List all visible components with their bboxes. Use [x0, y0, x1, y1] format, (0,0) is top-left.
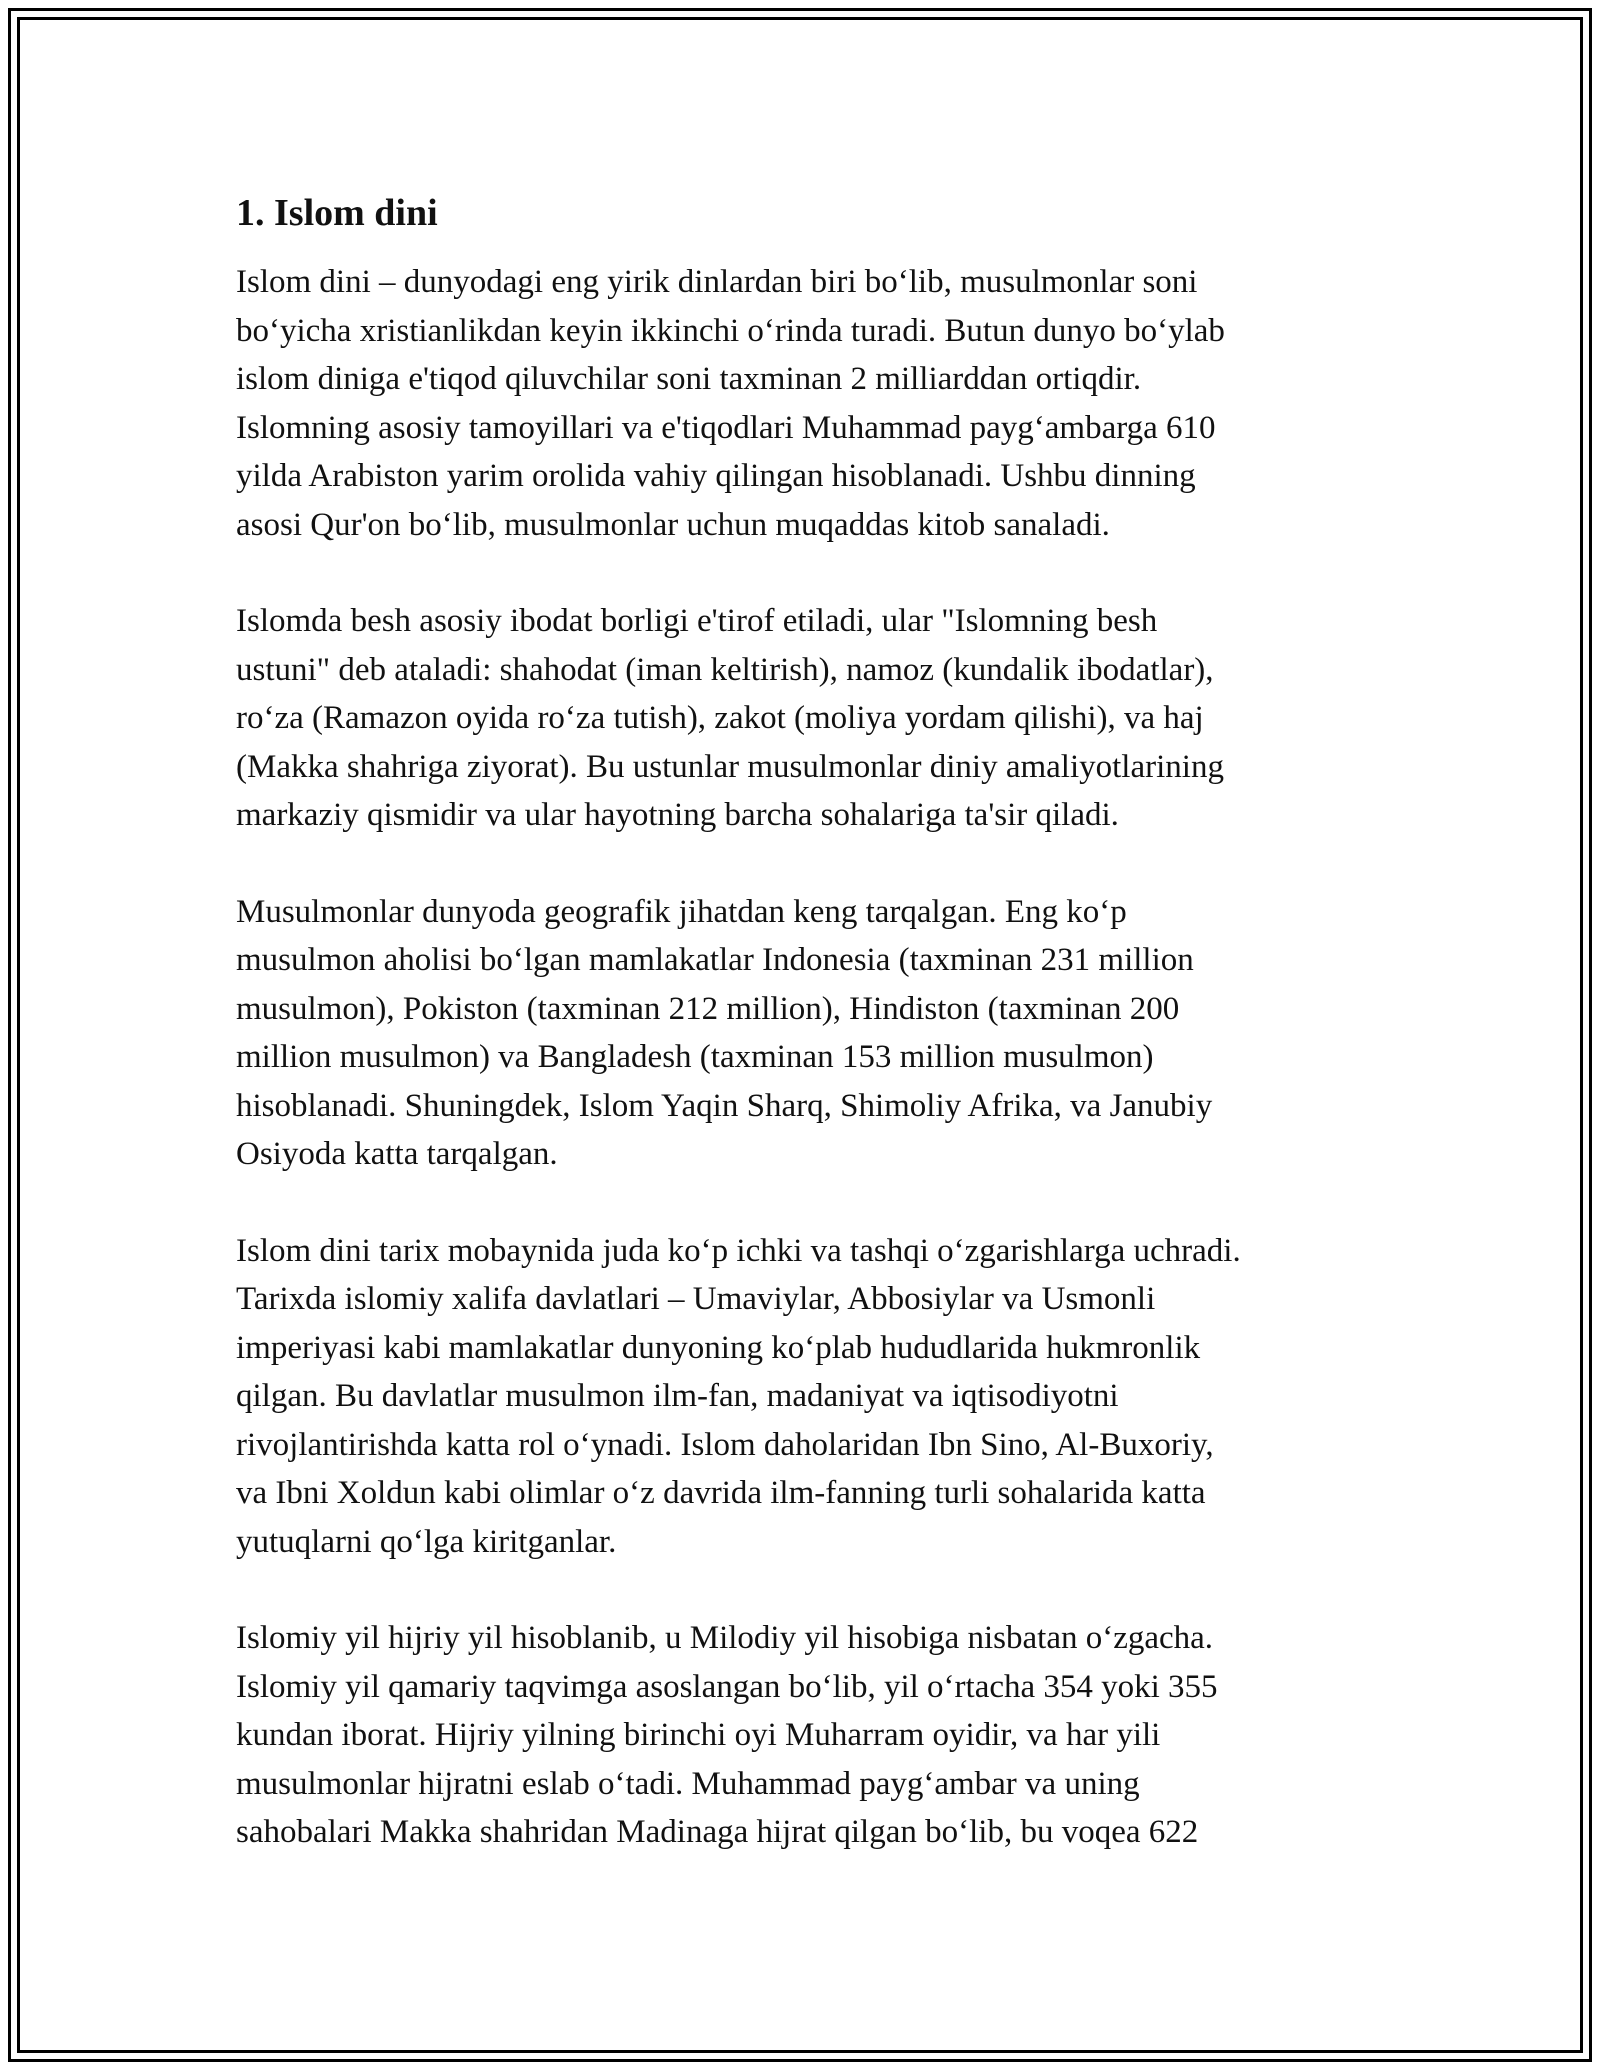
- text-line: rivojlantirishda katta rol o‘ynadi. Islom daholaridan Ibn Sino, Al-Buxoriy,: [236, 1426, 1214, 1463]
- paragraph-4: [236, 1227, 1396, 1567]
- text-line: Islomiy yil hijriy yil hisoblanib, u Milodiy yil hisobiga nisbatan o‘zgacha.: [236, 1620, 1214, 1656]
- paragraph-1: [236, 258, 1396, 549]
- text-line: Islomda besh asosiy ibodat borligi e'tirof etiladi, ular "Islomning besh: [236, 603, 1158, 639]
- text-line: Musulmonlar dunyoda geografik jihatdan keng tarqalgan. Eng ko‘p: [236, 893, 1127, 930]
- paragraph-3: [236, 888, 1396, 1179]
- text-line: (Makka shahriga ziyorat). Bu ustunlar musulmonlar diniy amaliyotlarining: [236, 748, 1224, 785]
- paragraph-2: [236, 597, 1396, 840]
- text-line: asosi Qur'on bo‘lib, musulmonlar uchun muqaddas kitob sanaladi.: [236, 506, 1110, 543]
- document-content: [236, 186, 1396, 1905]
- text-line: Islom dini – dunyodagi eng yirik dinlardan biri bo‘lib, musulmonlar soni: [236, 264, 1198, 300]
- text-line: markaziy qismidir va ular hayotning barcha sohalariga ta'sir qiladi.: [236, 797, 1119, 833]
- text-line: ro‘za (Ramazon oyida ro‘za tutish), zakot (moliya yordam qilishi), va haj: [236, 700, 1204, 736]
- text-line: musulmon), Pokiston (taxminan 212 million), Hindiston (taxminan 200: [236, 990, 1180, 1027]
- text-line: kundan iborat. Hijriy yilning birinchi oyi Muharram oyidir, va har yili: [236, 1717, 1161, 1753]
- text-line: Islomiy yil qamariy taqvimga asoslangan bo‘lib, yil o‘rtacha 354 yoki 355: [236, 1668, 1218, 1705]
- text-line: Islomning asosiy tamoyillari va e'tiqodlari Muhammad payg‘ambarga 610: [236, 409, 1216, 446]
- text-line: sahobalari Makka shahridan Madinaga hijrat qilgan bo‘lib, bu voqea 622: [236, 1814, 1199, 1850]
- text-line: musulmonlar hijratni eslab o‘tadi. Muhammad payg‘ambar va uning: [236, 1765, 1140, 1802]
- text-line: qilgan. Bu davlatlar musulmon ilm-fan, madaniyat va iqtisodiyotni: [236, 1378, 1119, 1414]
- text-line: Osiyoda katta tarqalgan.: [236, 1136, 558, 1172]
- text-line: yilda Arabiston yarim orolida vahiy qilingan hisoblanadi. Ushbu dinning: [236, 458, 1196, 494]
- text-line: islom diniga e'tiqod qiluvchilar soni taxminan 2 milliarddan ortiqdir.: [236, 361, 1142, 397]
- text-line: yutuqlarni qo‘lga kiritganlar.: [236, 1523, 617, 1560]
- text-line: va Ibni Xoldun kabi olimlar o‘z davrida ilm-fanning turli sohalarida katta: [236, 1475, 1206, 1511]
- section-heading: 1. Islom dini: [236, 192, 438, 234]
- text-line: musulmon aholisi bo‘lgan mamlakatlar Indonesia (taxminan 231 million: [236, 942, 1194, 978]
- text-line: imperiyasi kabi mamlakatlar dunyoning ko‘plab hududlarida hukmronlik: [236, 1329, 1201, 1366]
- text-line: ustuni" deb ataladi: shahodat (iman keltirish), namoz (kundalik ibodatlar),: [236, 651, 1214, 688]
- text-line: million musulmon) va Bangladesh (taxminan 153 million musulmon): [236, 1039, 1154, 1075]
- paragraph-5: [236, 1614, 1396, 1857]
- text-line: bo‘yicha xristianlikdan keyin ikkinchi o‘rinda turadi. Butun dunyo bo‘ylab: [236, 312, 1225, 349]
- text-line: Islom dini tarix mobaynida juda ko‘p ichki va tashqi o‘zgarishlarga uchradi.: [236, 1232, 1241, 1269]
- text-line: hisoblanadi. Shuningdek, Islom Yaqin Sharq, Shimoliy Afrika, va Janubiy: [236, 1087, 1213, 1124]
- text-line: Tarixda islomiy xalifa davlatlari – Umaviylar, Abbosiylar va Usmonli: [236, 1281, 1156, 1317]
